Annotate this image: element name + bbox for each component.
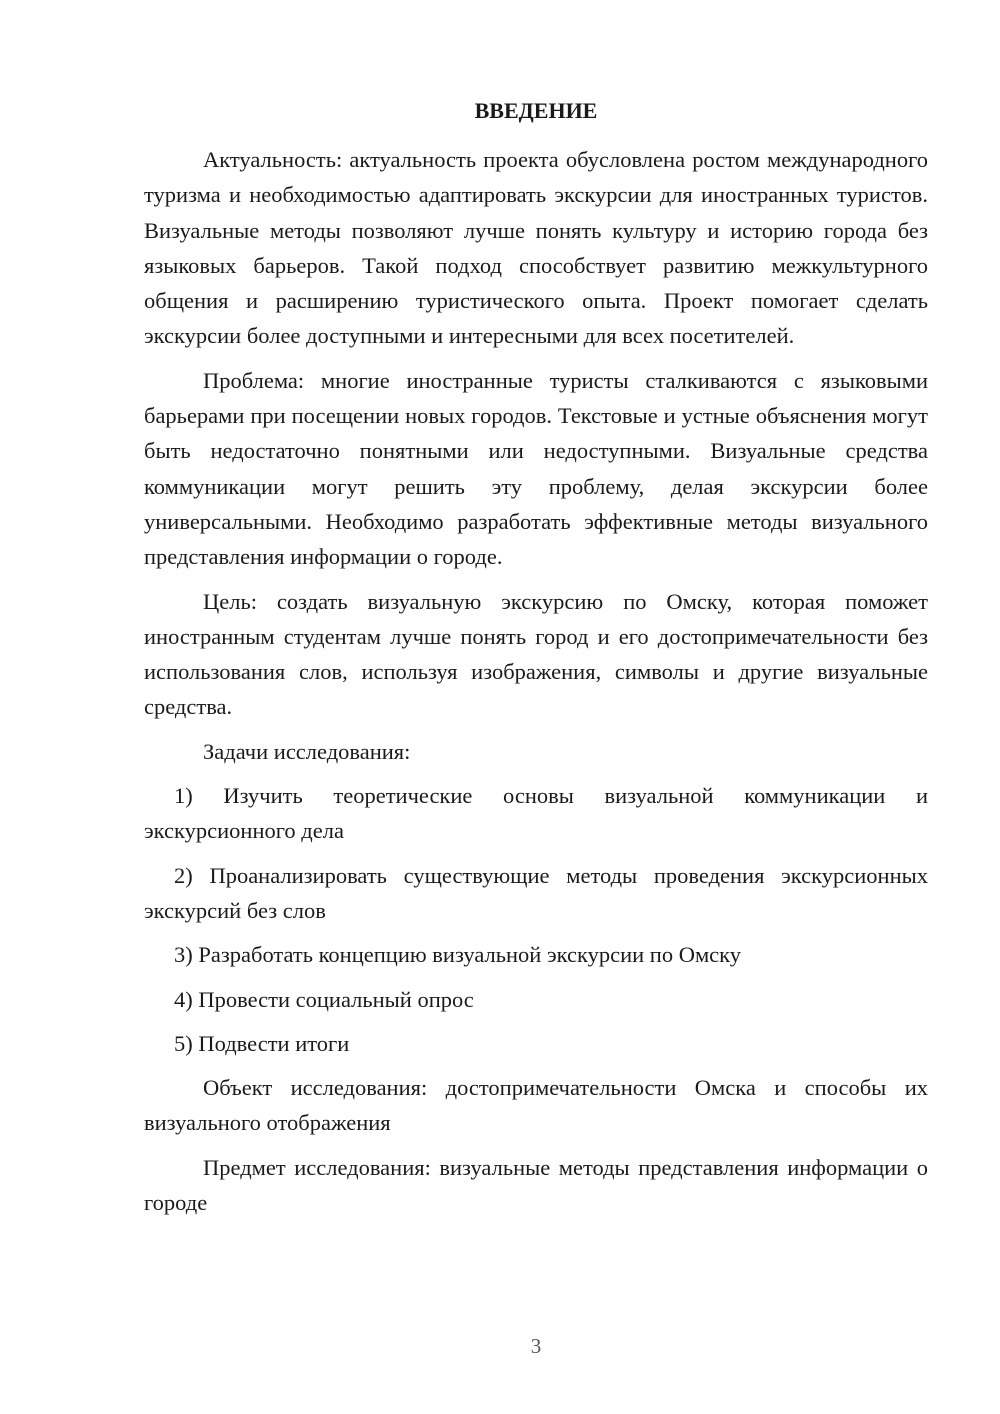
- task-item: 5) Подвести итоги: [174, 1030, 350, 1056]
- page-title: ВВЕДЕНИЕ: [474, 98, 598, 123]
- page-number: 3: [530, 1334, 542, 1358]
- task-item: 4) Провести социальный опрос: [174, 986, 474, 1012]
- task-item: 1) Изучить теоретические основы визуальной коммуникации и экскурсионного дела: [144, 783, 928, 844]
- task-item: 2) Проанализировать существующие методы проведения экскурсионных экскурсий без слов: [144, 862, 928, 923]
- paragraph-problem: Проблема: многие иностранные туристы сталкиваются с языковыми барьерами при посещении новых городов. Текстовые и устные объяснения могут быть недостаточно понятными или недоступными. Визуальные средства коммуникации могут решить эту проблему, делая экскурсии более универсальными. Необходимо разработать эффективные методы визуального представления информации о городе.: [144, 367, 928, 570]
- paragraph-relevance: Актуальность: актуальность проекта обусловлена ростом международного туризма и необходимостью адаптировать экскурсии для иностранных туристов. Визуальные методы позволяют лучше понять культуру и историю города без языковых барьеров. Такой подход способствует развитию межкультурного общения и расширению туристического опыта. Проект помогает сделать экскурсии более доступными и интересными для всех посетителей.: [144, 147, 928, 349]
- paragraph-object: Объект исследования: достопримечательности Омска и способы их визуального отображения: [144, 1075, 928, 1136]
- tasks-heading: Задачи исследования:: [203, 738, 411, 764]
- paragraph-goal: Цель: создать визуальную экскурсию по Омску, которая поможет иностранным студентам лучше понять город и его достопримечательности без использования слов, используя изображения, символы и другие визуальные средства.: [144, 588, 928, 720]
- paragraph-subject: Предмет исследования: визуальные методы представления информации о городе: [144, 1154, 928, 1216]
- document-body: [144, 142, 928, 1229]
- task-item: 3) Разработать концепцию визуальной экскурсии по Омску: [174, 942, 742, 968]
